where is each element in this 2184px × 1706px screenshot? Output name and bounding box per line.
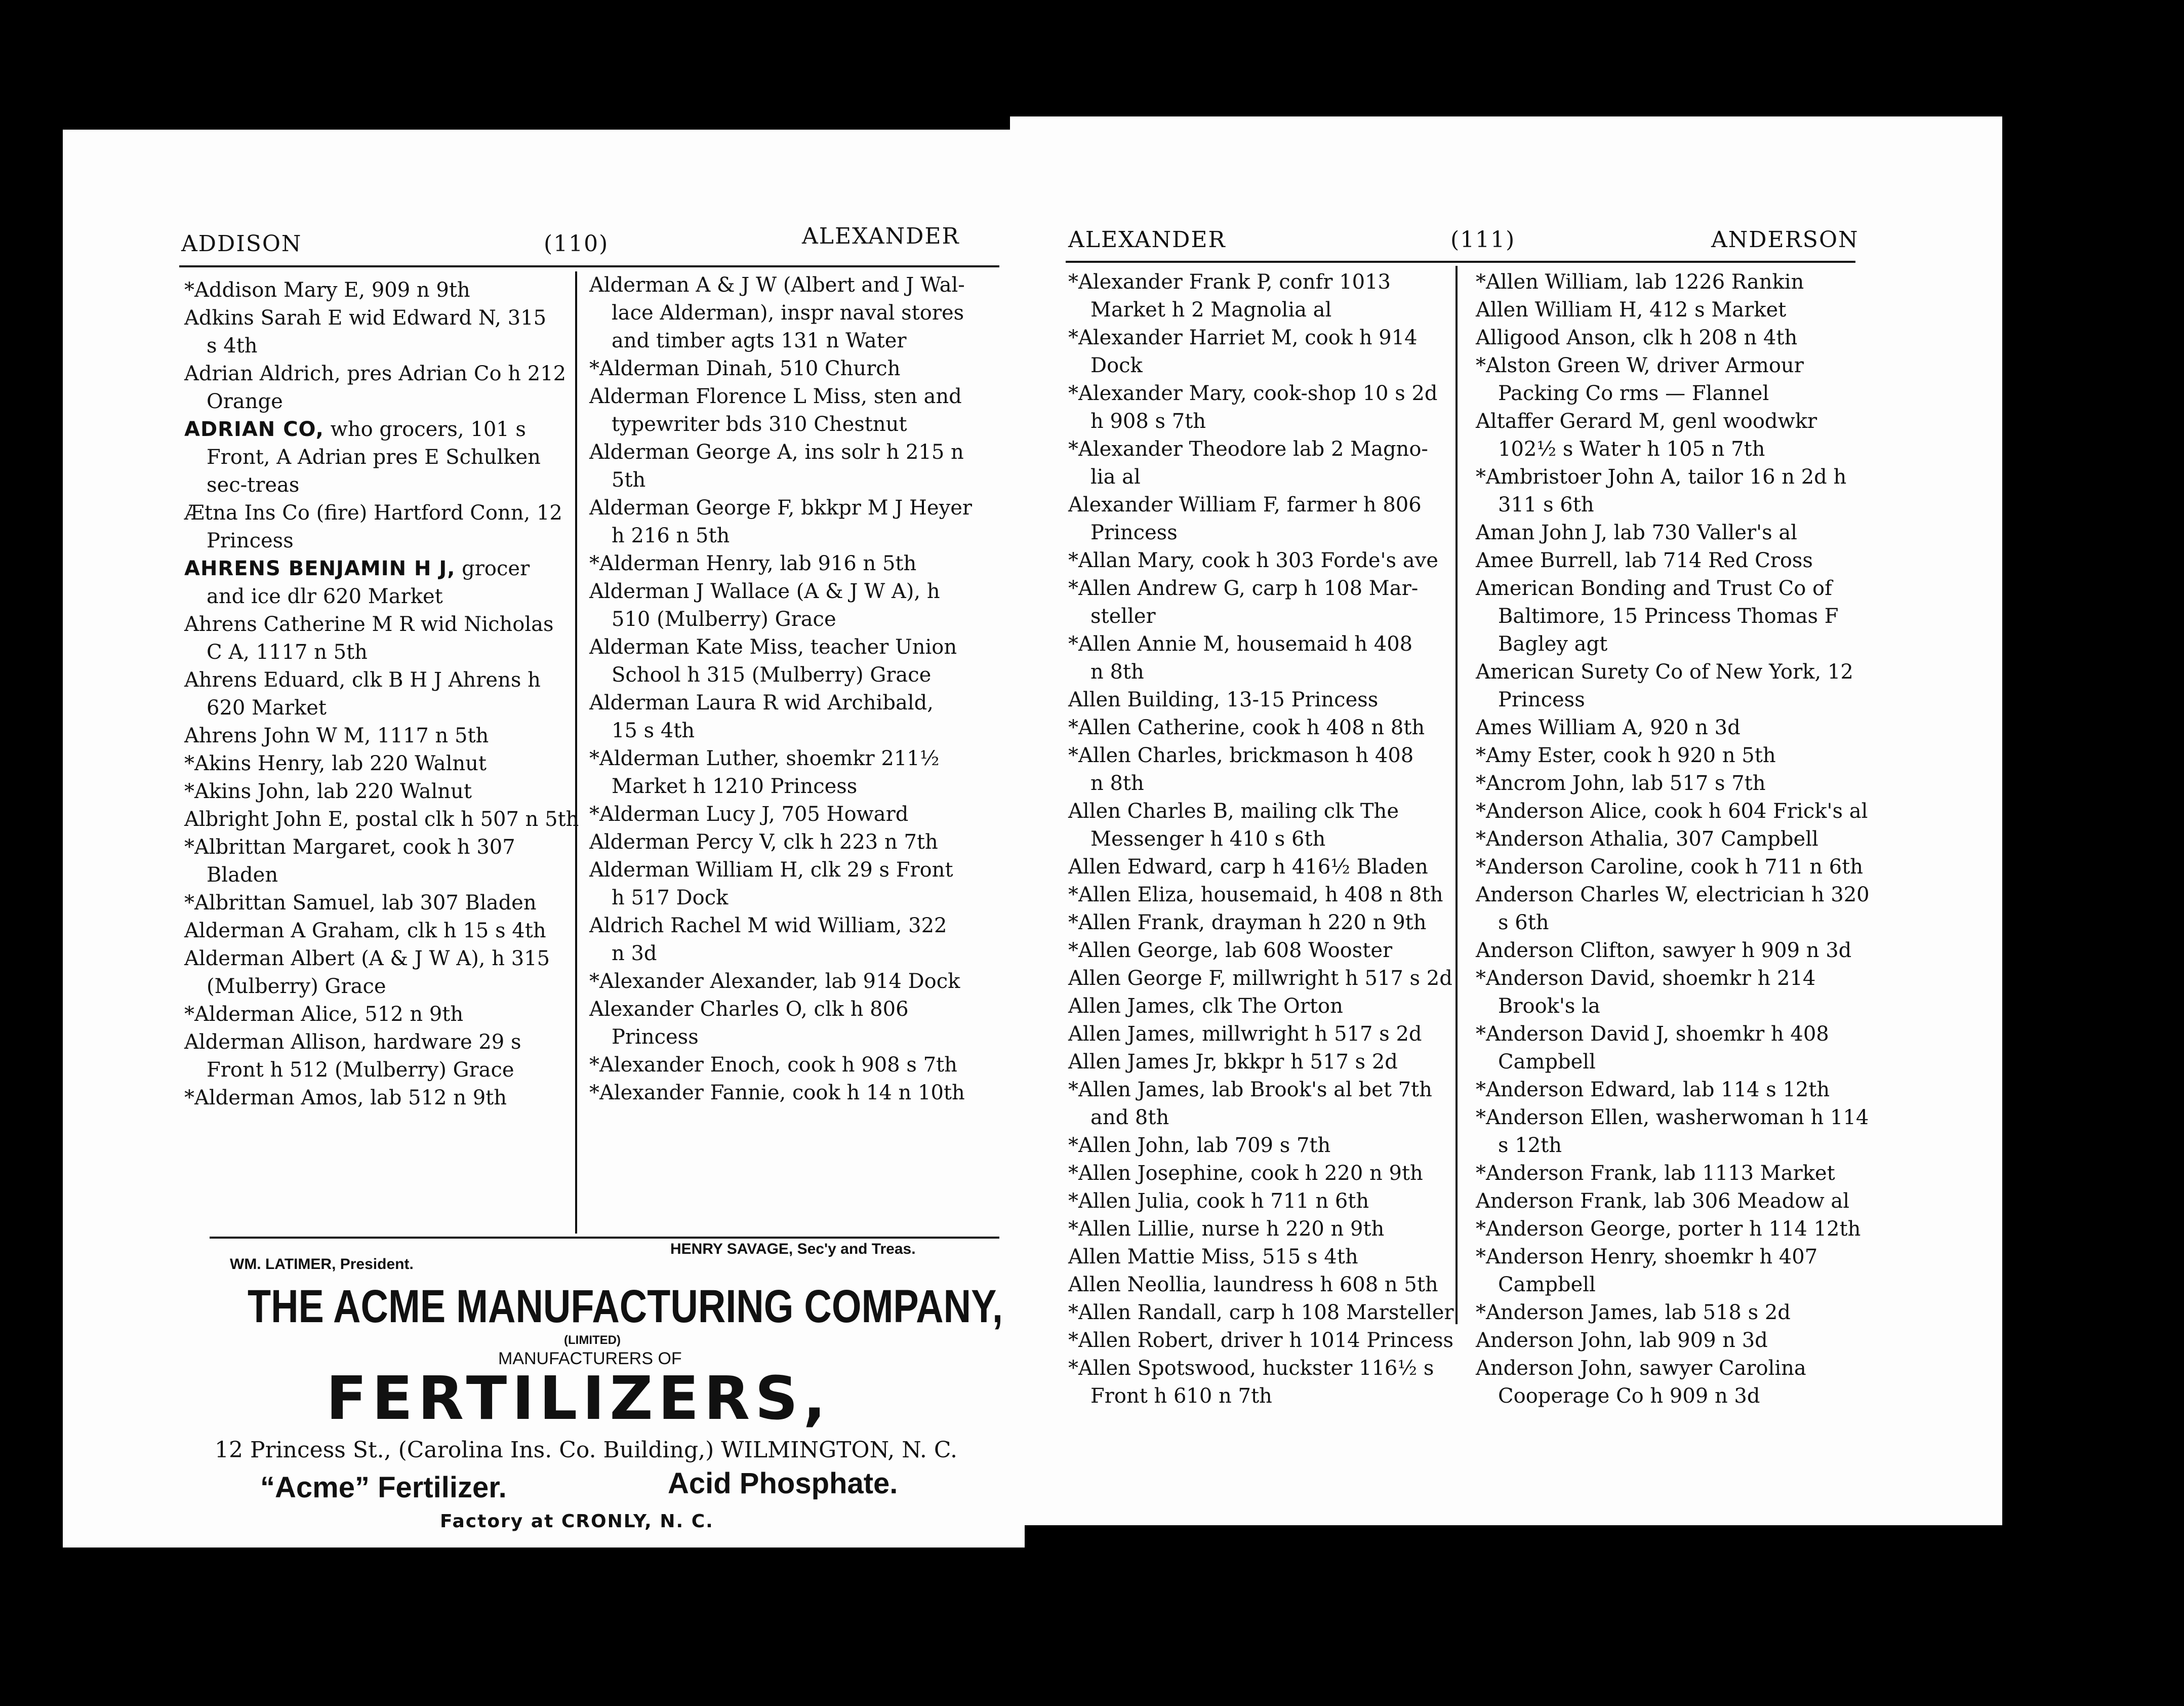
directory-entry <box>184 499 569 555</box>
entry-text: *Alexander Mary, cook-shop 10 s 2d <box>1068 382 1438 405</box>
entry-continuation: Packing Co rms — Flannel <box>1498 382 1769 405</box>
entry-text: Alderman Florence L Miss, sten and <box>589 385 962 408</box>
directory-entry <box>1476 1327 1861 1355</box>
entry-text: *Allen Lillie, nurse h 220 n 9th <box>1068 1217 1385 1241</box>
entry-text: *Alexander Frank P, confr 1013 <box>1068 270 1391 294</box>
entry-text: *Allen Spotswood, huckster 116½ s <box>1068 1357 1434 1380</box>
directory-entry <box>184 778 569 806</box>
entry-text: Allen Building, 13-15 Princess <box>1068 688 1379 711</box>
directory-entry <box>1476 408 1861 463</box>
directory-entry <box>589 1079 999 1107</box>
directory-entry <box>1068 575 1453 630</box>
directory-entry <box>1476 1299 1861 1327</box>
entry-text: Allen James Jr, bkkpr h 517 s 2d <box>1068 1050 1398 1074</box>
directory-entry <box>589 550 999 578</box>
entry-text: *Allen William, lab 1226 Rankin <box>1476 270 1804 294</box>
entry-continuation: Princess <box>612 1025 699 1049</box>
entry-continuation: 5th <box>612 468 646 492</box>
entry-text: Anderson Clifton, sawyer h 909 n 3d <box>1476 939 1852 962</box>
entry-text: Anderson Charles W, electrician h 320 <box>1476 883 1870 906</box>
running-head-right: ANDERSON <box>1711 227 1859 253</box>
directory-entry <box>1476 268 1861 296</box>
directory-entry <box>1476 853 1864 881</box>
running-head-left: ADDISON <box>181 231 302 257</box>
entry-continuation: lace Alderman), inspr naval stores <box>612 301 964 325</box>
entry-continuation: Cooperage Co h 909 n 3d <box>1498 1384 1760 1408</box>
advertisement-rule <box>210 1237 999 1239</box>
directory-entry <box>1476 352 1861 408</box>
entry-text: Alderman A Graham, clk h 15 s 4th <box>184 919 546 942</box>
entry-continuation: Bagley agt <box>1498 632 1608 656</box>
entry-continuation: School h 315 (Mulberry) Grace <box>612 663 932 687</box>
entry-continuation: Bladen <box>207 863 278 887</box>
directory-entry <box>1476 1187 1861 1215</box>
entry-text: *Anderson Frank, lab 1113 Market <box>1476 1162 1835 1185</box>
entry-text: Ahrens John W M, 1117 n 5th <box>184 724 489 747</box>
entry-continuation: lia al <box>1090 465 1141 489</box>
entry-continuation: n 8th <box>1090 660 1144 684</box>
directory-column-2 <box>589 271 999 1107</box>
directory-entry <box>1068 714 1453 742</box>
directory-entry <box>589 578 999 633</box>
directory-entry <box>1068 965 1453 993</box>
entry-text: Allen James, clk The Orton <box>1068 995 1343 1018</box>
directory-entry <box>1476 519 1861 547</box>
entry-text: *Allen James, lab Brook's al bet 7th <box>1068 1078 1432 1101</box>
entry-continuation: (Mulberry) Grace <box>207 975 386 998</box>
entry-continuation: and timber agts 131 n Water <box>612 329 907 352</box>
entry-continuation: Brook's la <box>1498 995 1600 1018</box>
directory-entry <box>1068 686 1453 714</box>
ad-treasurer: HENRY SAVAGE, Sec'y and Treas. <box>670 1241 916 1257</box>
directory-entry <box>184 945 569 1001</box>
directory-entry <box>184 276 569 304</box>
directory-entry <box>1068 1132 1453 1160</box>
directory-entry <box>1476 658 1861 714</box>
directory-entry <box>1068 993 1453 1020</box>
ad-brand-fertilizer: “Acme” Fertilizer. <box>260 1471 507 1504</box>
directory-entry <box>1068 937 1453 965</box>
entry-text: *Anderson Henry, shoemkr h 407 <box>1476 1245 1818 1268</box>
entry-text: Allen Neollia, laundress h 608 n 5th <box>1068 1273 1438 1296</box>
entry-text: *Anderson George, porter h 114 12th <box>1476 1217 1861 1241</box>
column-divider <box>1455 266 1458 1324</box>
directory-entry <box>589 801 999 828</box>
directory-entry <box>589 745 999 801</box>
entry-text: *Allen George, lab 608 Wooster <box>1068 939 1393 962</box>
entry-continuation: Princess <box>207 529 294 552</box>
directory-entry <box>1476 463 1861 519</box>
directory-entry <box>589 271 999 355</box>
entry-text: *Amy Ester, cook h 920 n 5th <box>1476 744 1776 767</box>
entry-continuation: h 908 s 7th <box>1090 410 1206 433</box>
entry-continuation: s 4th <box>207 334 258 358</box>
directory-entry <box>1476 770 1861 798</box>
entry-text: Alderman Albert (A & J W A), h 315 <box>184 947 550 970</box>
directory-entry <box>184 722 569 750</box>
entry-text: grocer <box>455 557 530 580</box>
entry-text: Adkins Sarah E wid Edward N, 315 <box>184 306 547 330</box>
entry-text: *Ambristoer John A, tailor 16 n 2d h <box>1476 465 1847 489</box>
entry-continuation: typewriter bds 310 Chestnut <box>612 413 907 436</box>
directory-entry <box>1068 798 1453 853</box>
entry-text: Alderman J Wallace (A & J W A), h <box>589 580 940 603</box>
entry-continuation: s 12th <box>1498 1134 1562 1157</box>
entry-text: American Surety Co of New York, 12 <box>1476 660 1853 684</box>
entry-continuation: s 6th <box>1498 911 1549 934</box>
directory-entry <box>1476 1104 1869 1160</box>
entry-text: Allen George F, millwright h 517 s 2d <box>1068 967 1452 990</box>
directory-entry <box>1068 1299 1453 1327</box>
entry-text: *Alexander Enoch, cook h 908 s 7th <box>589 1053 957 1077</box>
entry-continuation: and ice dlr 620 Market <box>207 585 443 608</box>
directory-entry <box>1068 1020 1453 1048</box>
directory-entry <box>184 1001 569 1028</box>
entry-text: *Alexander Fannie, cook h 14 n 10th <box>589 1081 965 1104</box>
directory-entry <box>184 806 579 834</box>
entry-text: *Allen Randall, carp h 108 Marsteller <box>1068 1301 1454 1324</box>
directory-entry <box>1068 1243 1453 1271</box>
directory-entry <box>1068 1215 1453 1243</box>
column-divider <box>575 271 577 1234</box>
entry-text: Alligood Anson, clk h 208 n 4th <box>1476 326 1798 349</box>
directory-entry <box>1476 1215 1861 1243</box>
entry-text: *Allen Eliza, housemaid, h 408 n 8th <box>1068 883 1443 906</box>
left-page <box>63 130 1025 1548</box>
directory-entry <box>184 360 569 416</box>
directory-entry <box>1476 881 1870 937</box>
header-rule <box>179 265 999 267</box>
entry-text: *Akins John, lab 220 Walnut <box>184 780 472 803</box>
entry-text: Ætna Ins Co (fire) Hartford Conn, 12 <box>184 501 562 525</box>
entry-continuation: 510 (Mulberry) Grace <box>612 608 836 631</box>
directory-entry <box>589 912 999 968</box>
directory-entry <box>1068 1076 1453 1132</box>
entry-continuation: and 8th <box>1090 1106 1169 1129</box>
directory-entry <box>1476 1160 1861 1187</box>
entry-text: Allen Charles B, mailing clk The <box>1068 800 1399 823</box>
entry-text: Allen Edward, carp h 416½ Bladen <box>1068 855 1428 879</box>
entry-text: American Bonding and Trust Co of <box>1476 577 1832 600</box>
entry-continuation: Princess <box>1498 688 1585 711</box>
entry-continuation: Dock <box>1090 354 1143 377</box>
directory-entry <box>1068 1187 1453 1215</box>
ad-company-name: THE ACME MANUFACTURING COMPANY, <box>248 1281 1003 1332</box>
directory-entry <box>589 689 999 745</box>
entry-bold-name: AHRENS BENJAMIN H J, <box>184 557 456 580</box>
entry-text: *Allen Frank, drayman h 220 n 9th <box>1068 911 1427 934</box>
entry-continuation: Orange <box>207 390 283 413</box>
entry-text: *Allen Annie M, housemaid h 408 <box>1068 632 1413 656</box>
directory-entry <box>1476 965 1861 1020</box>
entry-text: Alexander Charles O, clk h 806 <box>589 998 909 1021</box>
entry-continuation: Baltimore, 15 Princess Thomas F <box>1498 605 1839 628</box>
directory-entry <box>184 304 569 360</box>
running-head-right: ALEXANDER <box>802 223 960 249</box>
directory-entry <box>1476 714 1861 742</box>
entry-continuation: Front, A Adrian pres E Schulken <box>207 446 541 469</box>
entry-continuation: n 8th <box>1090 772 1144 795</box>
directory-entry <box>184 416 569 499</box>
entry-text: Ames William A, 920 n 3d <box>1476 716 1741 739</box>
directory-column-2 <box>1476 268 1870 1410</box>
directory-column-1 <box>184 276 579 1112</box>
entry-text: Amee Burrell, lab 714 Red Cross <box>1476 549 1813 572</box>
directory-entry <box>1068 853 1453 881</box>
entry-text: Altaffer Gerard M, genl woodwkr <box>1476 410 1817 433</box>
directory-entry <box>1068 435 1453 491</box>
entry-text: Adrian Aldrich, pres Adrian Co h 212 <box>184 362 567 385</box>
entry-text: *Allen Julia, cook h 711 n 6th <box>1068 1189 1369 1213</box>
entry-continuation: Messenger h 410 s 6th <box>1090 827 1326 851</box>
entry-text: *Alexander Harriet M, cook h 914 <box>1068 326 1418 349</box>
directory-entry <box>1068 491 1453 547</box>
entry-text: *Allen Catherine, cook h 408 n 8th <box>1068 716 1425 739</box>
directory-entry <box>184 917 569 945</box>
entry-text: Anderson John, lab 909 n 3d <box>1476 1329 1768 1352</box>
directory-entry <box>1476 296 1861 324</box>
entry-text: Alexander William F, farmer h 806 <box>1068 493 1422 517</box>
entry-continuation: 102½ s Water h 105 n 7th <box>1498 438 1765 461</box>
directory-entry <box>184 666 569 722</box>
entry-text: who grocers, 101 s <box>323 418 526 441</box>
entry-text: Alderman Laura R wid Archibald, <box>589 691 934 715</box>
directory-entry <box>1068 881 1453 909</box>
ad-limited: (LIMITED) <box>564 1333 621 1347</box>
entry-text: *Anderson Ellen, washerwoman h 114 <box>1476 1106 1869 1129</box>
ad-brand-phosphate: Acid Phosphate. <box>668 1467 898 1500</box>
directory-entry <box>589 1051 999 1079</box>
entry-continuation: 15 s 4th <box>612 719 695 742</box>
entry-text: *Allen Charles, brickmason h 408 <box>1068 744 1414 767</box>
page-number: (110) <box>544 231 609 257</box>
entry-continuation: n 3d <box>612 942 657 965</box>
entry-text: *Allen Andrew G, carp h 108 Mar- <box>1068 577 1419 600</box>
directory-entry <box>1068 1160 1453 1187</box>
directory-entry <box>589 996 999 1051</box>
directory-entry <box>184 834 569 889</box>
directory-entry <box>1476 547 1861 575</box>
entry-continuation: Front h 610 n 7th <box>1090 1384 1272 1408</box>
entry-text: *Alston Green W, driver Armour <box>1476 354 1804 377</box>
ad-product: FERTILIZERS, <box>326 1363 831 1433</box>
directory-entry <box>1476 825 1861 853</box>
entry-text: *Ancrom John, lab 517 s 7th <box>1476 772 1766 795</box>
entry-text: Alderman Percy V, clk h 223 n 7th <box>589 830 938 854</box>
entry-text: Anderson John, sawyer Carolina <box>1476 1357 1806 1380</box>
header-rule <box>1066 261 1855 263</box>
directory-entry <box>1068 547 1453 575</box>
entry-text: *Anderson Athalia, 307 Campbell <box>1476 827 1818 851</box>
entry-text: Alderman William H, clk 29 s Front <box>589 858 953 882</box>
entry-text: *Albrittan Samuel, lab 307 Bladen <box>184 891 537 915</box>
running-head-left: ALEXANDER <box>1068 227 1226 253</box>
ad-manufacturers-of: MANUFACTURERS OF <box>498 1349 682 1368</box>
directory-entry <box>1068 324 1453 380</box>
directory-entry <box>184 1028 569 1084</box>
entry-text: *Alderman Dinah, 510 Church <box>589 357 901 380</box>
directory-entry <box>589 633 999 689</box>
right-page <box>1010 116 2002 1525</box>
page-number: (111) <box>1450 227 1516 253</box>
directory-entry <box>1476 324 1861 352</box>
directory-entry <box>589 355 999 383</box>
directory-entry <box>1068 1271 1453 1299</box>
entry-text: Alderman A & J W (Albert and J Wal- <box>589 273 965 297</box>
directory-entry <box>184 555 569 611</box>
directory-entry <box>1476 1243 1861 1299</box>
directory-entry <box>1476 1020 1861 1076</box>
entry-text: Allen William H, 412 s Market <box>1476 298 1787 322</box>
entry-continuation: Market h 2 Magnolia al <box>1090 298 1332 322</box>
entry-text: *Alderman Amos, lab 512 n 9th <box>184 1086 507 1109</box>
entry-text: *Anderson Edward, lab 114 s 12th <box>1476 1078 1830 1101</box>
entry-text: *Alderman Lucy J, 705 Howard <box>589 803 909 826</box>
directory-entry <box>589 439 999 494</box>
entry-text: *Allen John, lab 709 s 7th <box>1068 1134 1331 1157</box>
entry-continuation: Princess <box>1090 521 1178 544</box>
entry-text: Anderson Frank, lab 306 Meadow al <box>1476 1189 1850 1213</box>
directory-entry <box>184 611 569 666</box>
entry-text: *Akins Henry, lab 220 Walnut <box>184 752 487 775</box>
entry-bold-name: ADRIAN CO, <box>184 418 324 441</box>
entry-text: *Alderman Luther, shoemkr 211½ <box>589 747 940 770</box>
entry-continuation: Market h 1210 Princess <box>612 775 858 798</box>
entry-text: *Addison Mary E, 909 n 9th <box>184 279 470 302</box>
entry-text: Aman John J, lab 730 Valler's al <box>1476 521 1797 544</box>
entry-text: Aldrich Rachel M wid William, 322 <box>589 914 947 937</box>
ad-factory: Factory at CRONLY, N. C. <box>440 1511 714 1532</box>
entry-text: Alderman Allison, hardware 29 s <box>184 1030 521 1054</box>
ad-address: 12 Princess St., (Carolina Ins. Co. Building,) WILMINGTON, N. C. <box>215 1437 957 1463</box>
entry-text: *Alderman Alice, 512 n 9th <box>184 1003 464 1026</box>
entry-continuation: sec-treas <box>207 473 300 497</box>
entry-continuation: 311 s 6th <box>1498 493 1594 517</box>
entry-text: *Anderson Caroline, cook h 711 n 6th <box>1476 855 1864 879</box>
entry-text: *Allen Robert, driver h 1014 Princess <box>1068 1329 1454 1352</box>
directory-entry <box>184 1084 569 1112</box>
directory-entry <box>1068 630 1453 686</box>
entry-continuation: C A, 1117 n 5th <box>207 641 368 664</box>
directory-entry <box>184 889 569 917</box>
entry-text: *Alderman Henry, lab 916 n 5th <box>589 552 917 575</box>
directory-entry <box>589 828 999 856</box>
directory-entry <box>1068 742 1453 798</box>
directory-entry <box>1476 1076 1861 1104</box>
directory-entry <box>184 750 569 778</box>
entry-text: Albright John E, postal clk h 507 n 5th <box>184 808 579 831</box>
directory-column-1 <box>1068 268 1453 1410</box>
entry-text: Alderman Kate Miss, teacher Union <box>589 636 957 659</box>
entry-text: *Anderson Alice, cook h 604 Frick's al <box>1476 800 1868 823</box>
entry-continuation: 620 Market <box>207 696 327 720</box>
entry-text: *Anderson David J, shoemkr h 408 <box>1476 1022 1829 1046</box>
entry-continuation: steller <box>1090 605 1156 628</box>
directory-entry <box>1068 909 1453 937</box>
entry-continuation: Campbell <box>1498 1050 1596 1074</box>
entry-text: *Anderson David, shoemkr h 214 <box>1476 967 1816 990</box>
directory-entry <box>1476 1355 1861 1410</box>
entry-text: Allen Mattie Miss, 515 s 4th <box>1068 1245 1358 1268</box>
entry-continuation: Front h 512 (Mulberry) Grace <box>207 1058 514 1082</box>
ad-president: WM. LATIMER, President. <box>230 1256 414 1273</box>
entry-text: *Albrittan Margaret, cook h 307 <box>184 836 515 859</box>
directory-entry <box>1068 380 1453 435</box>
directory-entry <box>589 968 999 996</box>
directory-entry <box>1068 1048 1453 1076</box>
entry-text: *Allan Mary, cook h 303 Forde's ave <box>1068 549 1438 572</box>
entry-text: Allen James, millwright h 517 s 2d <box>1068 1022 1422 1046</box>
entry-text: Alderman George F, bkkpr M J Heyer <box>589 496 972 520</box>
entry-text: Alderman George A, ins solr h 215 n <box>589 441 964 464</box>
entry-continuation: Campbell <box>1498 1273 1596 1296</box>
directory-entry <box>589 494 999 550</box>
directory-entry <box>589 856 999 912</box>
entry-text: Ahrens Eduard, clk B H J Ahrens h <box>184 668 541 692</box>
directory-entry <box>589 383 999 439</box>
entry-continuation: h 517 Dock <box>612 886 729 909</box>
directory-entry <box>1476 937 1861 965</box>
directory-entry <box>1068 268 1453 324</box>
directory-entry <box>1476 575 1861 658</box>
directory-entry <box>1476 798 1868 825</box>
entry-text: *Alexander Alexander, lab 914 Dock <box>589 970 960 993</box>
entry-text: *Anderson James, lab 518 s 2d <box>1476 1301 1791 1324</box>
directory-entry <box>1068 1355 1453 1410</box>
entry-text: Ahrens Catherine M R wid Nicholas <box>184 613 554 636</box>
directory-entry <box>1476 742 1861 770</box>
directory-entry <box>1068 1327 1453 1355</box>
entry-text: *Alexander Theodore lab 2 Magno- <box>1068 438 1428 461</box>
entry-text: *Allen Josephine, cook h 220 n 9th <box>1068 1162 1423 1185</box>
entry-continuation: h 216 n 5th <box>612 524 730 547</box>
